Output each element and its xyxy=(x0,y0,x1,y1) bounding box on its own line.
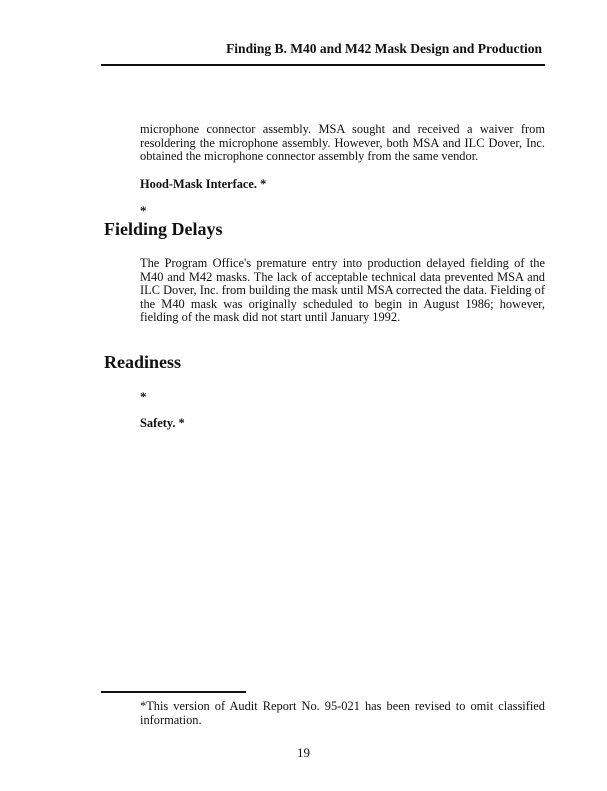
section-heading-fielding-delays: Fielding Delays xyxy=(104,219,223,239)
running-header: Finding B. M40 and M42 Mask Design and Production xyxy=(226,41,542,56)
page-number: 19 xyxy=(297,745,310,760)
subhead-safety: Safety. * xyxy=(140,416,185,430)
classified-omission-asterisk: * xyxy=(140,389,147,404)
header-rule xyxy=(101,64,545,66)
classified-omission-asterisk: * xyxy=(140,203,147,218)
footnote: *This version of Audit Report No. 95-021 has been revised to omit classified information. xyxy=(140,699,545,727)
subhead-hood-mask-interface: Hood-Mask Interface. * xyxy=(140,177,267,191)
section-heading-readiness: Readiness xyxy=(104,352,182,372)
paragraph-fielding-delays: The Program Office's premature entry into production delayed fielding of the M40 and M42 masks. The lack of acceptable technical data prevented MSA and ILC Dover, Inc. from building the mask until MSA corrected the data. Fielding of the M40 mask was originally scheduled to begin in August 1986; however, fielding of the mask did not start until January 1992. xyxy=(140,256,545,325)
paragraph-microphone-assembly: microphone connector assembly. MSA sought and received a waiver from resoldering the microphone assembly. However, both MSA and ILC Dover, Inc. obtained the microphone connector assembly from the same vendor. xyxy=(140,122,545,164)
footnote-rule xyxy=(101,691,246,693)
